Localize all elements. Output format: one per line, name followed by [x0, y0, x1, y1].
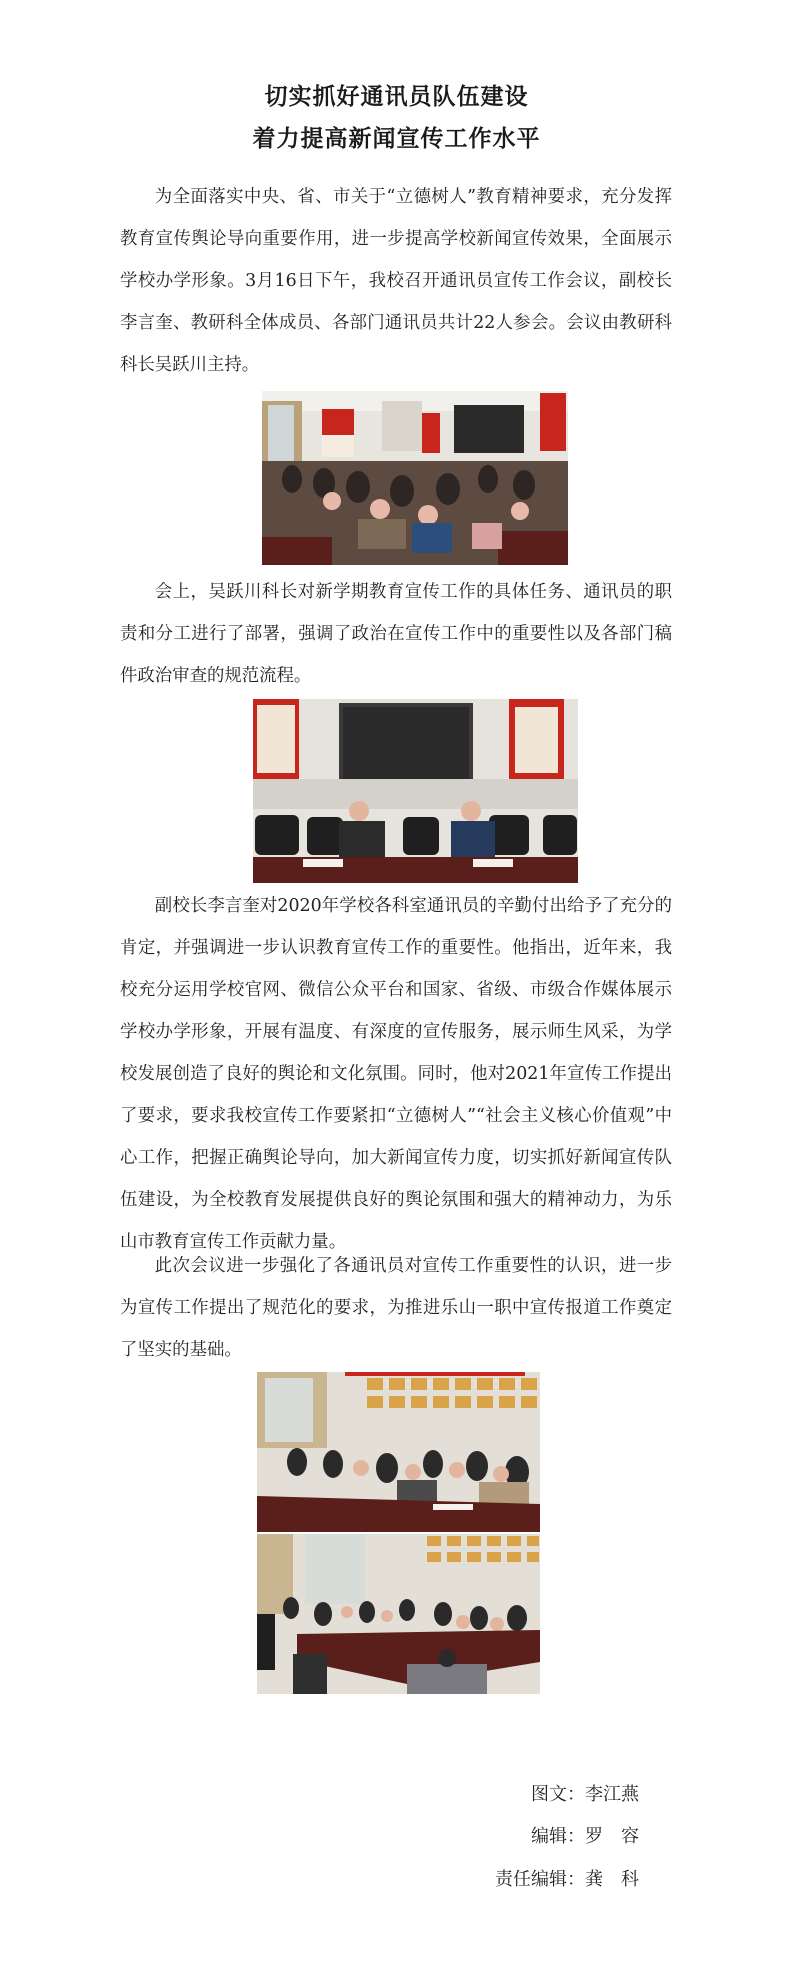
- article-title-line2: 着力提高新闻宣传工作水平: [252, 126, 541, 152]
- credit-photo-text: 图文：李江燕: [531, 1784, 639, 1805]
- paragraph-vice-principal: 副校长李言奎对2020年学校各科室通讯员的辛勤付出给予了充分的肯定，并强调进一步认识教育宣传工作的重要性。他指出，近年来，我校充分运用学校官网、微信公众平台和国家、省级、市级合作媒体展示学校办学形象，开展有温度、有深度的宣传服务，展示师生风采，为学校发展创造了良好的舆论和文化氛围。同时，他对2021年宣传工作提出了要求，要求我校宣传工作要紧扣“立德树人”“社会主义核心价值观”中心工作，把握正确舆论导向，加大新闻宣传力度，切实抓好新闻宣传队伍建设，为全校教育发展提供良好的舆论氛围和强大的精神动力，为乐山市教育宣传工作贡献力量。: [120, 896, 672, 1252]
- meeting-photo-leaders: [253, 699, 578, 883]
- credit-editor: 编辑：罗 容: [531, 1826, 639, 1847]
- paragraph-meeting: 会上，吴跃川科长对新学期教育宣传工作的具体任务、通讯员的职责和分工进行了部署，强调了政治在宣传工作中的重要性以及各部门稿件政治审查的规范流程。: [120, 582, 672, 686]
- paragraph-conclusion: 此次会议进一步强化了各通讯员对宣传工作重要性的认识，进一步为宣传工作提出了规范化的要求，为推进乐山一职中宣传报道工作奠定了坚实的基础。: [120, 1256, 672, 1360]
- article-title-line1: 切实抓好通讯员队伍建设: [264, 84, 529, 110]
- meeting-photo-wide: [257, 1534, 540, 1694]
- credit-chief-editor: 责任编辑：龚 科: [495, 1869, 639, 1890]
- paragraph-intro: 为全面落实中央、省、市关于“立德树人”教育精神要求，充分发挥教育宣传舆论导向重要作用，进一步提高学校新闻宣传效果，全面展示学校办学形象。3月16日下午，我校召开通讯员宣传工作会议，副校长李言奎、教研科全体成员、各部门通讯员共计22人参会。会议由教研科科长吴跃川主持。: [120, 187, 672, 375]
- meeting-photo-participants: [257, 1372, 540, 1532]
- meeting-photo-overview: [262, 391, 568, 565]
